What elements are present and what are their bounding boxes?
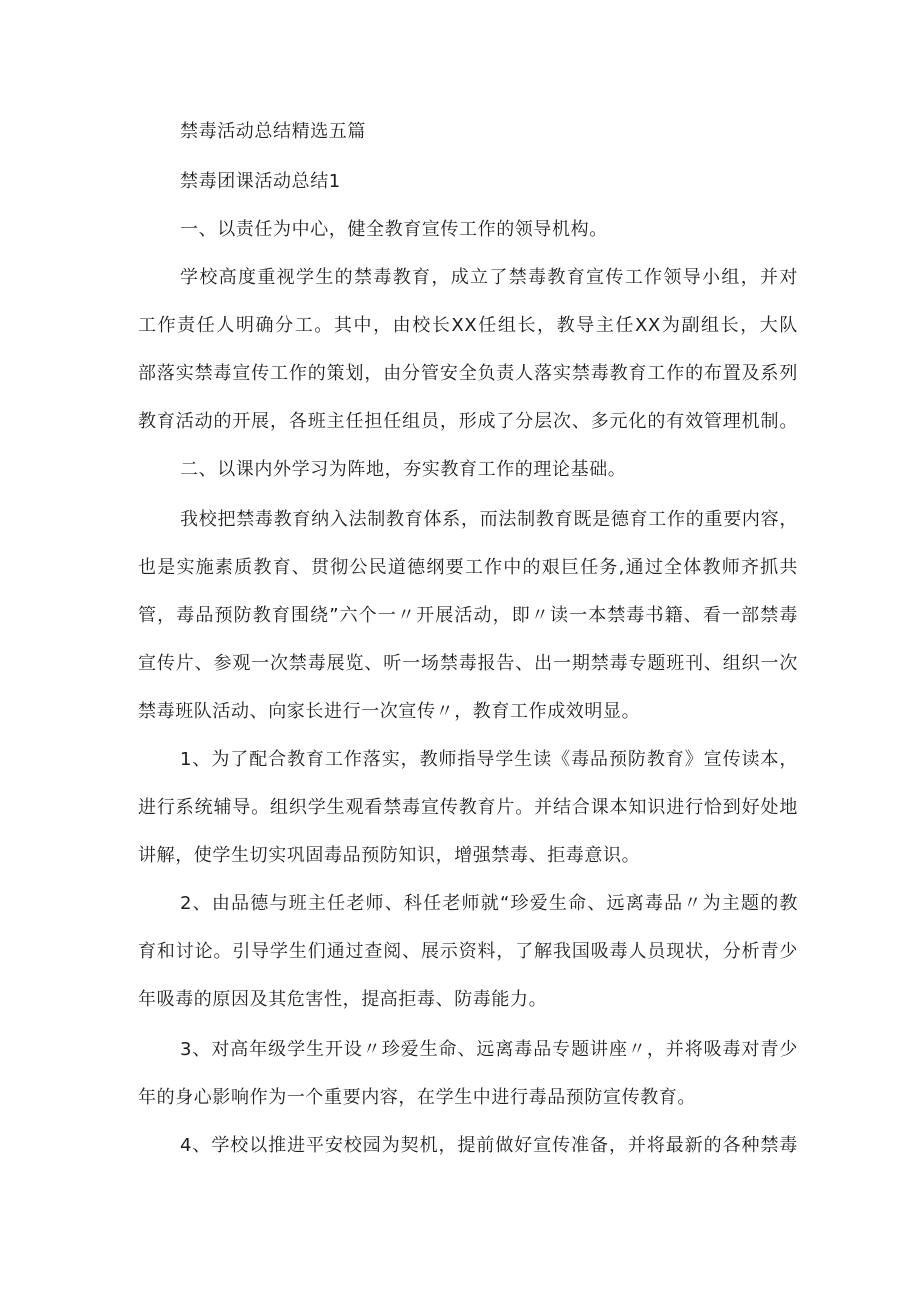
paragraph-line: 宣传片、参观一次禁毒展览、听一场禁毒报告、出一期禁毒专题班刊、组织一次 [138,653,798,674]
paragraph-line: 学校高度重视学生的禁毒教育，成立了禁毒教育宣传工作领导小组，并对 [180,267,798,288]
section-heading: 一、以责任为中心，健全教育宣传工作的领导机构。 [180,219,608,240]
list-item-line: 1、为了配合教育工作落实，教师指导学生读《毒品预防教育》宣传读本， [180,749,798,770]
document-title: 禁毒活动总结精选五篇 [180,121,366,142]
paragraph-line: 年吸毒的原因及其危害性，提高拒毒、防毒能力。 [138,989,548,1010]
paragraph-line: 育和讨论。引导学生们通过查阅、展示资料，了解我国吸毒人员现状，分析青少 [138,941,798,962]
paragraph-line: 年的身心影响作为一个重要内容，在学生中进行毒品预防宣传教育。 [138,1087,696,1108]
document-subtitle: 禁毒团课活动总结1 [180,171,341,192]
list-item-line: 2、由品德与班主任老师、科任老师就“珍爱生命、远离毒品〃为主题的教 [180,893,798,914]
section-heading: 二、以课内外学习为阵地，夯实教育工作的理论基础。 [180,459,627,480]
list-item-line: 3、对高年级学生开设〃珍爱生命、远离毒品专题讲座〃，并将吸毒对青少 [180,1039,798,1060]
paragraph-line: 禁毒班队活动、向家长进行一次宣传〃，教育工作成效明显。 [138,701,641,722]
paragraph-line: 教育活动的开展，各班主任担任组员，形成了分层次、多元化的有效管理机制。 [138,411,798,432]
paragraph-line: 部落实禁毒宣传工作的策划，由分管安全负责人落实禁毒教育工作的布置及系列 [138,363,798,384]
paragraph-line: 我校把禁毒教育纳入法制教育体系，而法制教育既是德育工作的重要内容， [180,509,798,530]
paragraph-line: 工作责任人明确分工。其中，由校长XX任组长，教导主任XX为副组长，大队 [138,315,798,336]
paragraph-line: 讲解，使学生切实巩固毒品预防知识，增强禁毒、拒毒意识。 [138,845,641,866]
paragraph-line: 管，毒品预防教育围绕”六个一〃开展活动，即〃读一本禁毒书籍、看一部禁毒 [138,605,798,626]
list-item-line: 4、学校以推进平安校园为契机，提前做好宣传准备，并将最新的各种禁毒 [180,1135,798,1156]
paragraph-line: 进行系统辅导。组织学生观看禁毒宣传教育片。并结合课本知识进行恰到好处地 [138,797,798,818]
paragraph-line: 也是实施素质教育、贯彻公民道德纲要工作中的艰巨任务,通过全体教师齐抓共 [138,557,798,578]
